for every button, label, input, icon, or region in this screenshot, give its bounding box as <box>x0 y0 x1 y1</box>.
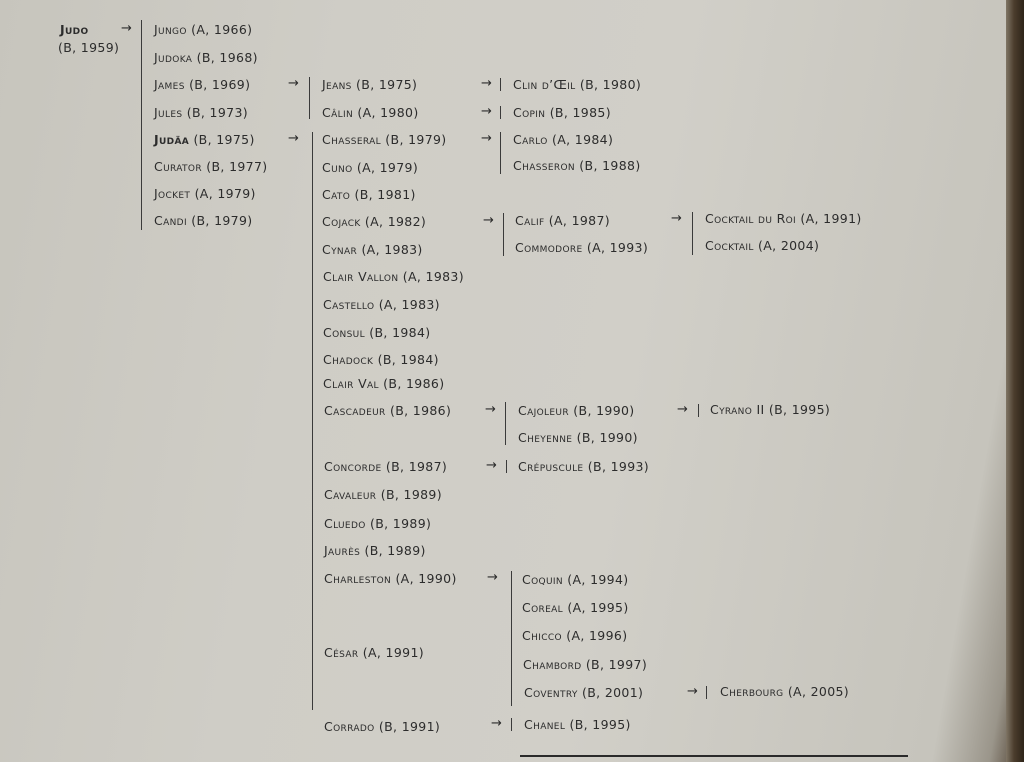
arrow-root: → <box>121 21 132 36</box>
gen2-chasseral: Chasseral (B, 1979) <box>322 132 447 147</box>
gen2-cavaleur: Cavaleur (B, 1989) <box>324 487 442 502</box>
bar-coventry <box>706 686 707 699</box>
bracket-chasseral <box>500 132 501 174</box>
gen1-james: James (B, 1969) <box>154 77 251 92</box>
gen4-cherbourg: Cherbourg (A, 2005) <box>720 684 850 699</box>
page-edge <box>1006 0 1024 762</box>
gen3-calif: Calif (A, 1987) <box>515 213 611 228</box>
gen4-cocktail-du-roi: Cocktail du Roi (A, 1991) <box>705 211 862 226</box>
arrow-judaa: → <box>288 131 299 146</box>
gen2-cuno: Cuno (A, 1979) <box>322 160 419 175</box>
gen2-concorde: Concorde (B, 1987) <box>324 459 448 474</box>
gen1-judaa-name: Judäa <box>154 132 190 147</box>
bar-corrado <box>511 718 512 731</box>
arrow-coventry: → <box>687 684 698 699</box>
bar-jeans <box>500 78 501 91</box>
gen2-cascadeur: Cascadeur (B, 1986) <box>324 403 452 418</box>
gen4-cocktail: Cocktail (A, 2004) <box>705 238 820 253</box>
arrow-calif: → <box>671 211 682 226</box>
arrow-jeans: → <box>481 76 492 91</box>
gen2-cojack: Cojack (A, 1982) <box>322 214 427 229</box>
gen2-cesar: César (A, 1991) <box>324 645 424 660</box>
bracket-cascadeur <box>505 402 506 445</box>
gen2-jeans: Jeans (B, 1975) <box>322 77 418 92</box>
gen2-cluedo: Cluedo (B, 1989) <box>324 516 432 531</box>
bar-concorde <box>506 460 507 473</box>
bar-calin <box>500 106 501 119</box>
gen3-crepuscule: Crépuscule (B, 1993) <box>518 459 650 474</box>
gen3-coquin: Coquin (A, 1994) <box>522 572 629 587</box>
gen2-cynar: Cynar (A, 1983) <box>322 242 423 257</box>
gen2-calin: Câlin (A, 1980) <box>322 105 419 120</box>
gen1-judaa <box>154 134 255 147</box>
gen3-cheyenne: Cheyenne (B, 1990) <box>518 430 638 445</box>
bracket-calif <box>692 212 693 255</box>
gen3-copin: Copin (B, 1985) <box>513 105 611 120</box>
arrow-chasseral: → <box>481 131 492 146</box>
gen1-candi: Candi (B, 1979) <box>154 213 253 228</box>
gen3-chanel: Chanel (B, 1995) <box>524 717 631 732</box>
bottom-rule <box>520 755 908 757</box>
gen3-commodore: Commodore (A, 1993) <box>515 240 649 255</box>
bracket-charleston-cesar <box>511 571 512 706</box>
gen3-chambord: Chambord (B, 1997) <box>523 657 648 672</box>
root-year: (B, 1959) <box>58 40 120 55</box>
gen2-clair-vallon: Clair Vallon (A, 1983) <box>323 269 464 284</box>
arrow-cojack: → <box>483 213 494 228</box>
gen2-chadock: Chadock (B, 1984) <box>323 352 439 367</box>
gen2-clair-val: Clair Val (B, 1986) <box>323 376 445 391</box>
gen2-consul: Consul (B, 1984) <box>323 325 431 340</box>
gen1-jocket: Jocket (A, 1979) <box>154 186 256 201</box>
gen2-charleston: Charleston (A, 1990) <box>324 571 457 586</box>
bracket-gen1 <box>141 20 142 230</box>
gen3-coreal: Coreal (A, 1995) <box>522 600 629 615</box>
arrow-james: → <box>288 76 299 91</box>
bracket-judaa <box>312 132 313 710</box>
arrow-charleston: → <box>487 570 498 585</box>
gen1-curator: Curator (B, 1977) <box>154 159 268 174</box>
bracket-cojack <box>503 213 504 256</box>
gen1-judaa-year: (B, 1975) <box>189 132 255 147</box>
arrow-cascadeur: → <box>485 402 496 417</box>
root-name: Judo <box>60 22 89 37</box>
gen3-coventry: Coventry (B, 2001) <box>524 685 644 700</box>
arrow-corrado: → <box>491 716 502 731</box>
gen1-jules: Jules (B, 1973) <box>154 105 248 120</box>
gen3-carlo: Carlo (A, 1984) <box>513 132 614 147</box>
gen2-jaures: Jaurès (B, 1989) <box>324 543 426 558</box>
gen4-cyrano-ii: Cyrano II (B, 1995) <box>710 402 831 417</box>
gen2-corrado: Corrado (B, 1991) <box>324 719 441 734</box>
gen1-judoka: Judoka (B, 1968) <box>154 50 258 65</box>
bracket-james-jules <box>309 77 310 119</box>
gen2-cato: Cato (B, 1981) <box>322 187 416 202</box>
gen1-jungo: Jungo (A, 1966) <box>154 22 253 37</box>
gen2-castello: Castello (A, 1983) <box>323 297 440 312</box>
gen3-chasseron: Chasseron (B, 1988) <box>513 158 641 173</box>
bar-cajoleur <box>698 404 699 417</box>
gen3-chicco: Chicco (A, 1996) <box>522 628 628 643</box>
arrow-concorde: → <box>486 458 497 473</box>
arrow-cajoleur: → <box>677 402 688 417</box>
gen3-clin-doeil: Clin d’Œil (B, 1980) <box>513 77 642 92</box>
arrow-calin: → <box>481 104 492 119</box>
gen3-cajoleur: Cajoleur (B, 1990) <box>518 403 635 418</box>
